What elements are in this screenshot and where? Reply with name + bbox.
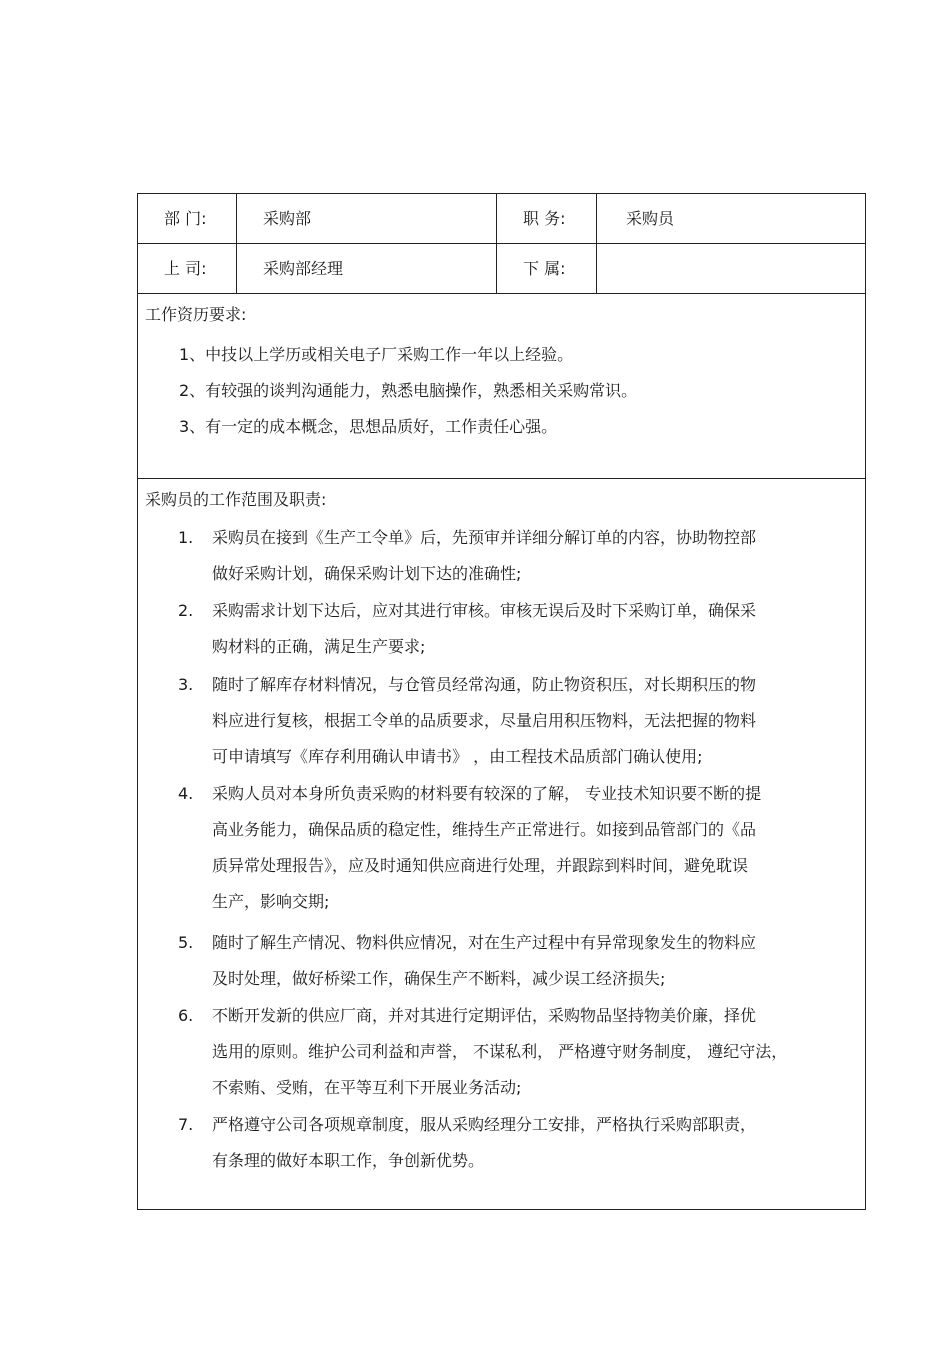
supervisor-label: 上 司: (138, 244, 237, 293)
duty-number: 2. (178, 601, 194, 620)
duties-title: 采购员的工作范围及职责: (145, 490, 327, 509)
duty-text: 不断开发新的供应厂商，并对其进行定期评估，采购物品坚持物美价廉，择优 选用的原则。维护公司利益和声誉， 不谋私利， 严格遵守财务制度， 遵纪守法， 不索贿、受贿，在平等互利下开展业务活动; (212, 1006, 788, 1097)
subordinate-label: 下 属: (497, 244, 597, 293)
position-value: 采购员 (626, 209, 675, 228)
supervisor-value: 采购部经理 (237, 244, 497, 293)
requirements-title: 工作资历要求: (145, 305, 247, 324)
duties-section (138, 479, 865, 1209)
duty-number: 5. (178, 933, 194, 952)
requirement-item: 1、中技以上学历或相关电子厂采购工作一年以上经验。 (179, 345, 574, 364)
duty-number: 3. (178, 675, 194, 694)
job-description-form (137, 193, 866, 1210)
duty-text: 采购需求计划下达后，应对其进行审核。审核无误后及时下采购订单，确保采 购材料的正确，满足生产要求; (212, 601, 757, 656)
duty-number: 7. (178, 1115, 194, 1134)
duty-text: 严格遵守公司各项规章制度，服从采购经理分工安排，严格执行采购部职责， 有条理的做好本职工作，争创新优势。 (212, 1115, 757, 1170)
department-label: 部 门: (138, 194, 237, 243)
header-row-supervisor (138, 244, 865, 294)
duty-number: 6. (178, 1006, 194, 1025)
requirement-item: 2、有较强的谈判沟通能力，熟悉电脑操作，熟悉相关采购常识。 (179, 381, 638, 400)
duty-number: 1. (178, 528, 194, 547)
duty-text: 随时了解库存材料情况，与仓管员经常沟通，防止物资积压，对长期积压的物 料应进行复核，根据工令单的品质要求，尽量启用积压物料，无法把握的物料 可申请填写《库存利用确认申请书》 ，由工程技术品质部门确认使用; (212, 675, 757, 766)
duty-number: 4. (178, 784, 194, 803)
header-row-department (138, 194, 865, 244)
duty-text: 采购员在接到《生产工令单》后，先预审并详细分解订单的内容，协助物控部 做好采购计划，确保采购计划下达的准确性; (212, 528, 757, 583)
subordinate-value (597, 244, 865, 293)
duty-text: 随时了解生产情况、物料供应情况，对在生产过程中有异常现象发生的物料应 及时处理，做好桥梁工作，确保生产不断料，减少误工经济损失; (212, 933, 757, 988)
duty-text: 采购人员对本身所负责采购的材料要有较深的了解， 专业技术知识要不断的提 高业务能力，确保品质的稳定性，维持生产正常进行。如接到品管部门的《品 质异常处理报告》，应及时通知供应商进行处理，并跟踪到料时间，避免耽误 生产，影响交期; (212, 784, 762, 911)
requirement-item: 3、有一定的成本概念，思想品质好，工作责任心强。 (179, 417, 558, 436)
department-value: 采购部 (237, 194, 497, 243)
requirements-section (138, 294, 865, 479)
position-label: 职 务: (497, 194, 597, 243)
